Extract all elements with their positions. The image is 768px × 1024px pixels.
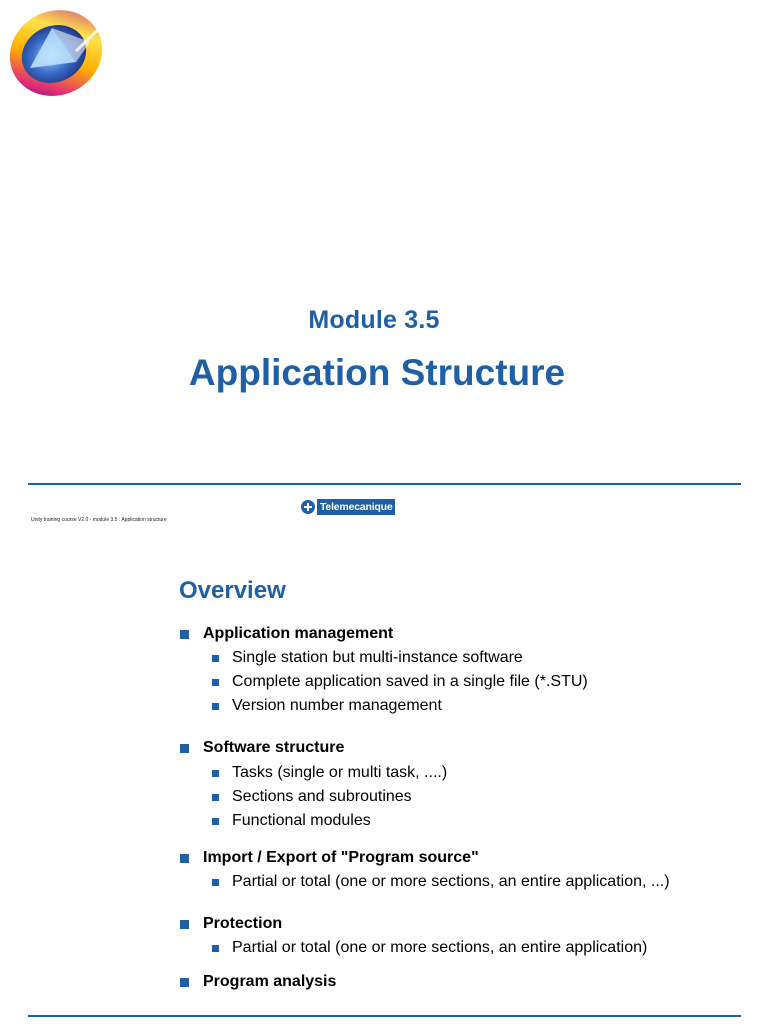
bullet-text: Sections and subroutines [232, 788, 412, 805]
bullet-level2 [212, 812, 371, 830]
bullet-level2 [212, 873, 670, 891]
bullet-text: Import / Export of "Program source" [203, 849, 479, 866]
divider-line [28, 1015, 741, 1017]
bullet-level1 [180, 849, 479, 867]
bullet-level1 [180, 739, 344, 757]
bullet-level1 [180, 973, 336, 991]
square-bullet-icon [180, 744, 189, 753]
bullet-text: Version number management [232, 697, 442, 714]
bullet-level2 [212, 649, 523, 667]
square-bullet-icon [212, 794, 219, 801]
bullet-level2 [212, 673, 588, 691]
bullet-text: Program analysis [203, 973, 337, 990]
square-bullet-icon [180, 920, 189, 929]
square-bullet-icon [180, 630, 189, 639]
square-bullet-icon [212, 770, 219, 777]
divider-line [28, 483, 741, 485]
square-bullet-icon [212, 679, 219, 686]
bullet-text: Single station but multi-instance software [232, 649, 523, 666]
square-bullet-icon [212, 879, 219, 886]
bullet-text: Partial or total (one or more sections, an entire application, ...) [232, 873, 670, 890]
slide-title: Application Structure [188, 352, 566, 393]
bullet-text: Software structure [203, 739, 345, 756]
brand-logo [301, 499, 395, 515]
bullet-text: Application management [203, 625, 394, 642]
telemecanique-mark-icon [301, 500, 315, 514]
brand-name: Telemecanique [317, 499, 395, 515]
bullet-level2 [212, 697, 442, 715]
bullet-level1 [180, 625, 393, 643]
bullet-level1 [180, 915, 282, 933]
square-bullet-icon [212, 818, 219, 825]
bullet-text: Functional modules [232, 812, 371, 829]
bullet-level2 [212, 939, 647, 957]
square-bullet-icon [212, 945, 219, 952]
overview-title: Overview [179, 577, 286, 604]
slide-footer: Unity training course V2.0 - module 3.5 : Application structure [31, 517, 167, 523]
bullet-text: Partial or total (one or more sections, an entire application) [232, 939, 648, 956]
bullet-text: Tasks (single or multi task, ....) [232, 764, 448, 781]
bullet-level2 [212, 764, 447, 782]
bullet-text: Complete application saved in a single file (*.STU) [232, 673, 588, 690]
square-bullet-icon [180, 854, 189, 863]
module-label: Module 3.5 [308, 306, 440, 334]
square-bullet-icon [212, 703, 219, 710]
square-bullet-icon [212, 655, 219, 662]
square-bullet-icon [180, 978, 189, 987]
prism-disc-logo-icon [6, 6, 106, 100]
bullet-level2 [212, 788, 412, 806]
bullet-text: Protection [203, 915, 283, 932]
